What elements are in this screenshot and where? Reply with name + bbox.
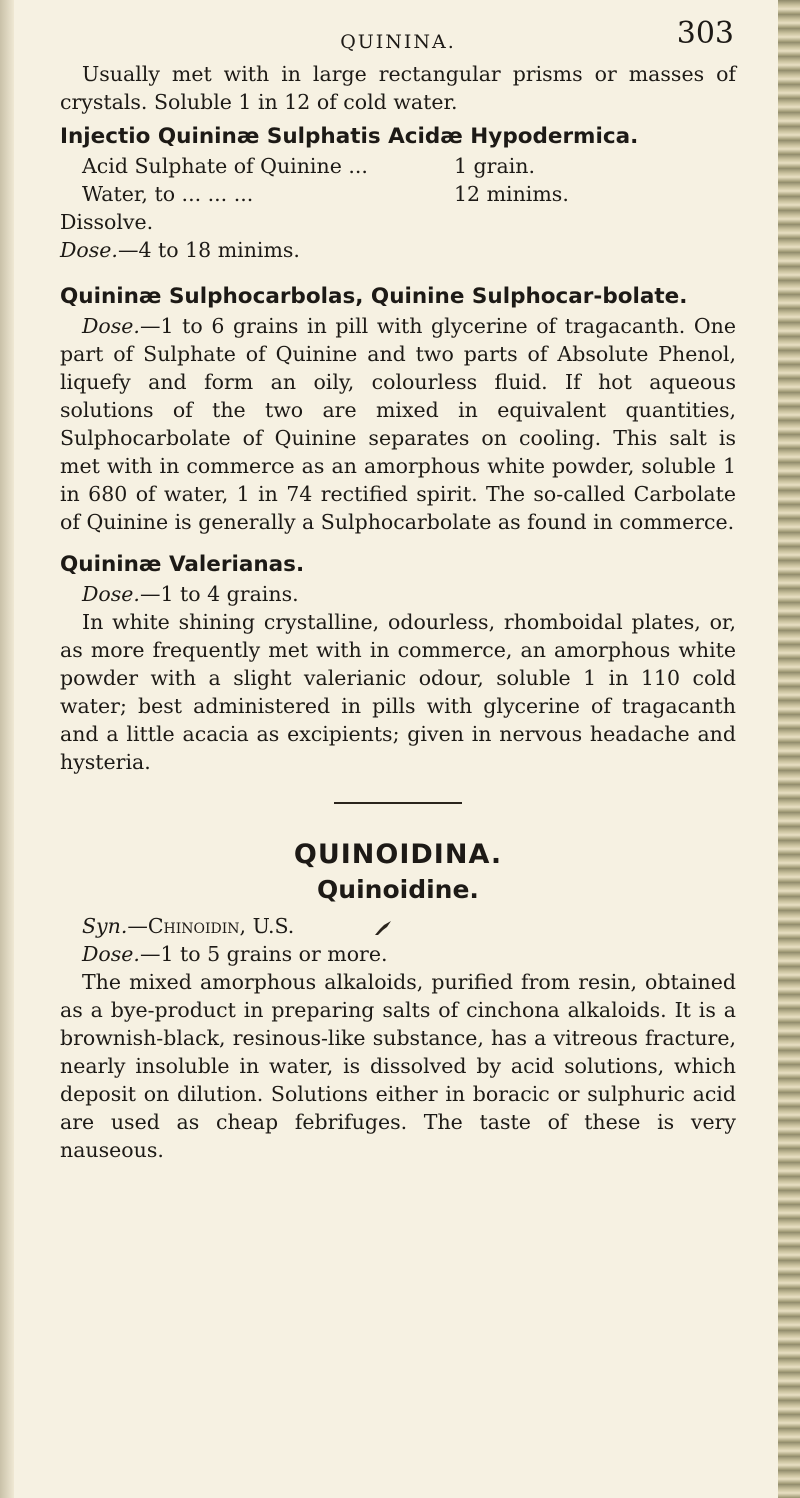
valerianas-heading: Quininæ Valerianas. xyxy=(60,552,305,577)
valerianas-dose xyxy=(60,580,736,608)
dose-label: Dose. xyxy=(82,314,140,338)
quinoidina-synonym xyxy=(60,912,736,940)
sulphocarbolas-heading: Quininæ Sulphocarbolas, Quinine Sulphocar-bolate. xyxy=(60,284,688,309)
recipe-ingredient: Water, to ... ... ... xyxy=(82,182,254,206)
recipe-quantity: 1 grain. xyxy=(454,154,535,178)
intro-paragraph: Usually met with in large rectangular prisms or masses of crystals. Soluble 1 in 12 of cold water. xyxy=(60,62,736,114)
quinoidina-title: QUINOIDINA. xyxy=(293,839,503,870)
injectio-dose xyxy=(60,236,736,264)
running-head-title: QUININA. xyxy=(340,31,456,53)
quinoidina-dose xyxy=(60,940,736,968)
recipe-quantity: 12 minims. xyxy=(454,182,569,206)
dose-label: Dose. xyxy=(82,582,140,606)
sulphocarbolas-paragraph xyxy=(60,312,736,536)
injectio-instruction: Dissolve. xyxy=(60,210,154,234)
quinoidina-subtitle: Quinoidine. xyxy=(317,875,479,904)
dose-label: Dose. xyxy=(82,942,140,966)
recipe-ingredient: Acid Sulphate of Quinine ... xyxy=(82,154,368,178)
quinoidina-body: The mixed amorphous alkaloids, purified from resin, obtained as a bye-product in preparing salts of cinchona alkaloids. It is a brownish-black, resinous-like substance, has a vitreous fracture, nearly insoluble in water, is dissolved by acid solutions, which deposit on dilution. Solutions either in boracic or sulphuric acid are used as cheap febrifuges. The taste of these is very nauseous. xyxy=(60,970,736,1162)
syn-text: —Chinoidin, U.S. xyxy=(127,914,295,938)
dose-text: —1 to 5 grains or more. xyxy=(139,942,388,966)
page-number: 303 xyxy=(676,16,734,51)
recipe-row xyxy=(60,180,736,208)
recipe-row xyxy=(60,152,736,180)
dose-text: —4 to 18 minims. xyxy=(117,238,300,262)
section-divider xyxy=(334,802,462,804)
valerianas-body: In white shining crystalline, odourless, rhomboidal plates, or, as more frequently met with in commerce, an amorphous white powder with a slight valerianic odour, soluble 1 in 110 cold water; best administered in pills with glycerine of tragacanth and a little acacia as excipients; given in nervous headache and hysteria. xyxy=(60,610,736,774)
book-page xyxy=(60,16,736,1164)
sulphocarbolas-body: —1 to 6 grains in pill with glycerine of tragacanth. One part of Sulphate of Quinine and two parts of Absolute Phenol, liquefy and form an oily, colourless fluid. If hot aqueous solutions of the two are mixed in equivalent quantities, Sulphocarbolate of Quinine separates on cooling. This salt is met with in commerce as an amorphous white powder, soluble 1 in 680 of water, 1 in 74 rectified spirit. The so-called Carbolate of Quinine is generally a Sulphocarbolate as found in commerce. xyxy=(60,314,736,534)
page-edge-left xyxy=(0,0,14,1498)
dose-text: —1 to 4 grains. xyxy=(139,582,299,606)
pointing-hand-icon xyxy=(374,920,392,936)
page-edge-right xyxy=(778,0,800,1498)
dose-label: Dose. xyxy=(60,238,118,262)
injectio-heading: Injectio Quininæ Sulphatis Acidæ Hypodermica. xyxy=(60,124,639,149)
running-head xyxy=(60,16,736,60)
syn-label: Syn. xyxy=(82,914,128,938)
